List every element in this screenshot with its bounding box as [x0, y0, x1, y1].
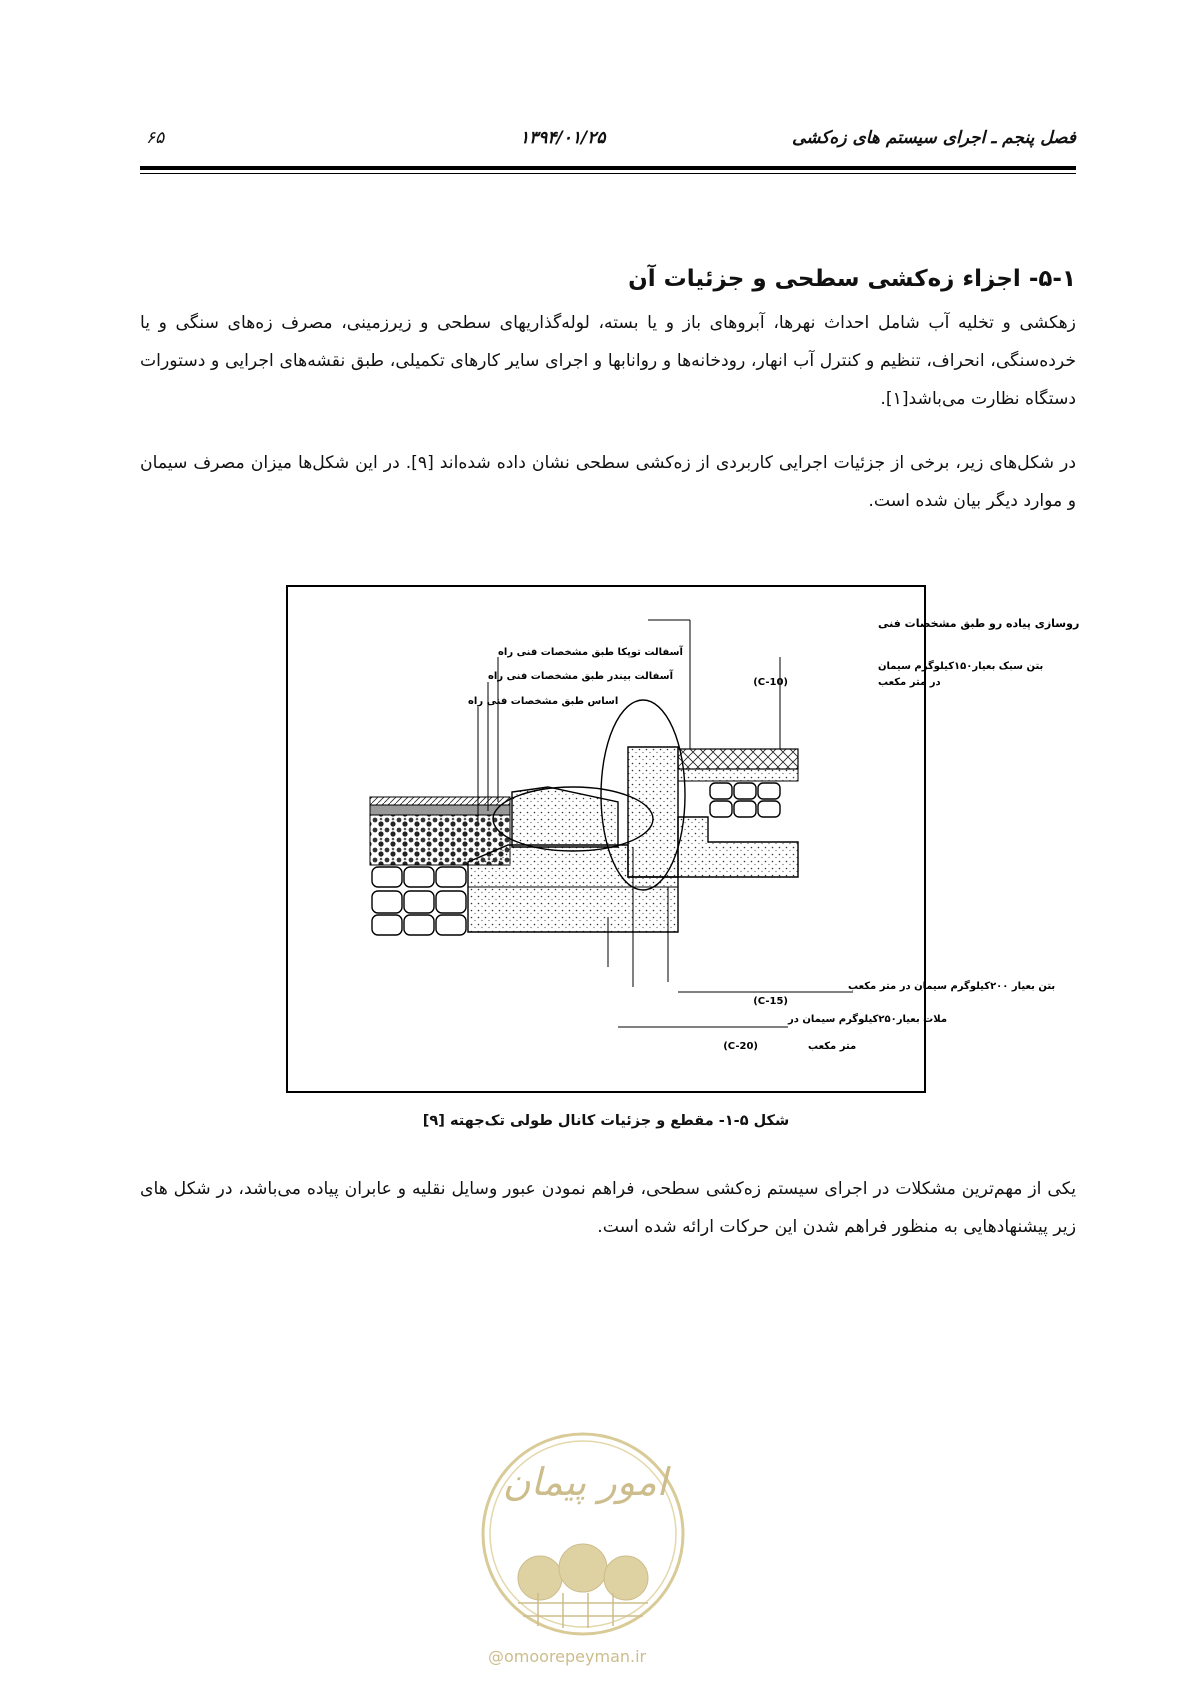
sidewalk-paving: [678, 749, 798, 769]
cross-section-drawing: [288, 587, 1080, 1091]
label-mortar-2: متر مکعب: [808, 1041, 857, 1052]
stone-blocks-right: [710, 783, 780, 817]
figure-frame: [286, 585, 1080, 1093]
chapter-title: فصل پنجم ـ اجرای سیستم های زه‌کشی: [791, 128, 1076, 148]
label-light-concrete-1: بتن سبک بعیار۱۵۰کیلوگرم سیمان: [878, 661, 1044, 672]
label-light-concrete-2: در متر مکعب: [878, 677, 941, 688]
watermark-url: omoorepeyman.ir: [504, 1647, 647, 1666]
watermark-site: [488, 1647, 646, 1666]
header-date: ۱۳۹۴/۰۱/۲۵: [520, 128, 606, 148]
label-concrete-200-code: (C-15): [753, 996, 788, 1007]
at-icon: @: [488, 1647, 504, 1666]
label-base: اساس طبق مشخصات فنی راه: [468, 696, 619, 707]
paragraph-1: زهکشی و تخلیه آب شامل احداث نهرها، آبروهای باز و یا بسته، لوله‌گذاریهای سطحی و زیرزمینی، مصرف زه‌های سنگی و یا خرده‌سنگی، انحراف، تنظیم و کنترل آب انهار، رودخانه‌ها و روانابها و اجرای سایر کارهای تکمیلی، طبق نقشه‌های اجرایی و دستورات دستگاه نظارت می‌باشد[۱].: [140, 313, 1076, 409]
label-binder: آسفالت بیندر طبق مشخصات فنی راه: [488, 671, 673, 682]
header-rule-thick: [140, 166, 1076, 170]
label-sidewalk: روسازی پیاده رو طبق مشخصات فنی: [878, 617, 1080, 630]
asphalt-binder-layer: [370, 805, 510, 815]
paragraph-3: یکی از مهم‌ترین مشکلات در اجرای سیستم زه‌کشی سطحی، فراهم نمودن عبور وسایل نقلیه و عابران پیاده می‌باشد، در شکل های زیر پیشنهادهایی به منظور فراهم شدن این حرکات ارائه شده است.: [140, 1179, 1076, 1237]
label-topeka: آسفالت توپکا طبق مشخصات فنی راه: [498, 647, 683, 658]
header-rule-thin: [140, 173, 1076, 174]
paragraph-2: در شکل‌های زیر، برخی از جزئیات اجرایی کاربردی از زه‌کشی سطحی نشان داده شده‌اند [۹]. در این شکل‌ها میزان مصرف سیمان و موارد دیگر بیان شده است.: [140, 453, 1076, 511]
watermark-logo-text: امور پیمان: [502, 1460, 668, 1504]
label-mortar-1: ملات بعیار۲۵۰کیلوگرم سیمان در: [788, 1014, 948, 1025]
section-heading: ۵-۱- اجزاء زه‌کشی سطحی و جزئیات آن: [628, 266, 1076, 292]
curb: [628, 747, 678, 877]
label-concrete-200: بتن بعیار ۲۰۰کیلوگرم سیمان در متر مکعب: [848, 981, 1056, 992]
light-concrete-layer: [678, 769, 798, 781]
stone-blocks-left: [372, 867, 466, 935]
label-light-concrete-code: (C-10): [753, 677, 788, 688]
figure-caption: شکل ۵-۱- مقطع و جزئیات کانال طولی تک‌جهته [۹]: [422, 1113, 790, 1129]
page-number: ۶۵: [146, 128, 165, 148]
label-mortar-code: (C-20): [723, 1041, 758, 1052]
asphalt-topeka-layer: [370, 797, 510, 805]
